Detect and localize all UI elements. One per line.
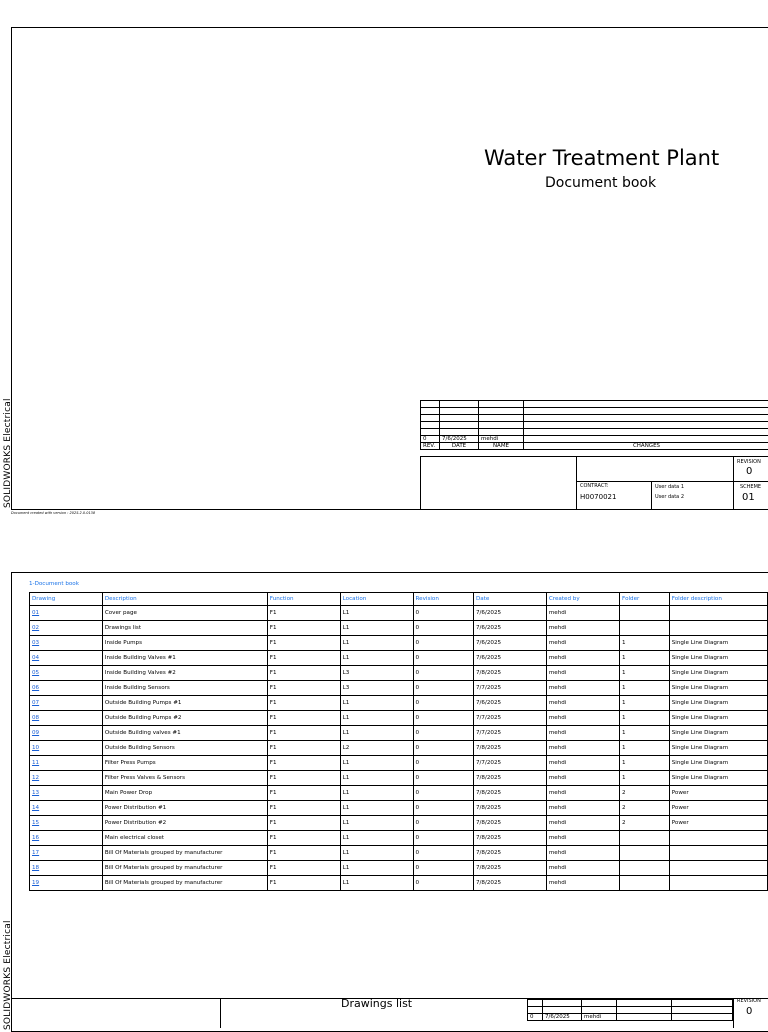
revision-divider [734, 481, 768, 482]
table-cell [620, 876, 670, 891]
table-cell: L1 [340, 711, 413, 726]
drawing-link[interactable]: 10 [30, 741, 103, 756]
table-cell [669, 876, 767, 891]
drawing-link[interactable]: 05 [30, 666, 103, 681]
table-cell: F1 [267, 726, 340, 741]
table-cell: 0 [413, 786, 473, 801]
drawing-link[interactable]: 06 [30, 681, 103, 696]
table-cell: F1 [267, 861, 340, 876]
table-cell: 7/6/2025 [473, 606, 546, 621]
table-cell: 0 [413, 831, 473, 846]
table-cell: L1 [340, 651, 413, 666]
table-cell: Inside Pumps [102, 636, 267, 651]
table-cell: L1 [340, 861, 413, 876]
table-cell: 1 [620, 741, 670, 756]
table-cell: Bill Of Materials grouped by manufacturer [102, 861, 267, 876]
drawing-link[interactable]: 09 [30, 726, 103, 741]
section-title: 1-Document book [29, 581, 79, 587]
table-row [30, 681, 768, 696]
table-cell: Single Line Diagram [669, 696, 767, 711]
table-cell: Cover page [102, 606, 267, 621]
table-cell [620, 831, 670, 846]
column-header: Revision [413, 593, 473, 606]
date-header: DATE [440, 443, 479, 450]
name-header: NAME [479, 443, 524, 450]
drawing-link[interactable]: 07 [30, 696, 103, 711]
table-cell: L1 [340, 801, 413, 816]
table-row [30, 861, 768, 876]
table-cell: Outside Building Pumps #1 [102, 696, 267, 711]
table-cell: F1 [267, 846, 340, 861]
table-cell: 0 [413, 756, 473, 771]
table-cell: Bill Of Materials grouped by manufacturer [102, 876, 267, 891]
changes-header: CHANGES [524, 443, 768, 450]
table-cell: L1 [340, 696, 413, 711]
drawing-link[interactable]: 01 [30, 606, 103, 621]
table-cell: 1 [620, 711, 670, 726]
table-row [30, 741, 768, 756]
drawing-link[interactable]: 08 [30, 711, 103, 726]
scheme-value: 01 [742, 492, 755, 503]
table-cell: 7/8/2025 [473, 771, 546, 786]
rev-header: REV. [421, 443, 440, 450]
table-cell: 1 [620, 726, 670, 741]
table-row [30, 606, 768, 621]
table-cell: mehdi [546, 786, 619, 801]
table-cell: Power [669, 816, 767, 831]
user-data-1: User data 1 [655, 484, 684, 490]
table-cell [669, 831, 767, 846]
table-cell: 7/8/2025 [473, 816, 546, 831]
table-cell: L1 [340, 756, 413, 771]
table-cell: mehdi [546, 831, 619, 846]
table-row [30, 876, 768, 891]
table-cell: L1 [340, 876, 413, 891]
table-row [30, 696, 768, 711]
rev-date: 7/6/2025 [440, 436, 479, 443]
table-cell: Outside Building Sensors [102, 741, 267, 756]
table-cell: L1 [340, 606, 413, 621]
contract-cell [576, 456, 734, 482]
table-cell: F1 [267, 696, 340, 711]
table-cell: F1 [267, 666, 340, 681]
table-cell: 7/8/2025 [473, 666, 546, 681]
table-cell: mehdi [546, 711, 619, 726]
table-cell: Power [669, 786, 767, 801]
table-cell: 0 [413, 621, 473, 636]
column-header: Date [473, 593, 546, 606]
table-cell: 7/7/2025 [473, 711, 546, 726]
rev-name: mehdi [479, 436, 524, 443]
contract-label: CONTRACT: [580, 483, 609, 489]
revision-block [420, 400, 768, 450]
contract-value: H0070021 [580, 493, 616, 501]
table-cell: 1 [620, 681, 670, 696]
table-cell: Single Line Diagram [669, 756, 767, 771]
table-row [30, 726, 768, 741]
table-cell: mehdi [546, 696, 619, 711]
table-cell: 0 [413, 636, 473, 651]
table-cell: Single Line Diagram [669, 651, 767, 666]
table-cell: mehdi [546, 726, 619, 741]
footer-revision-block [527, 999, 733, 1021]
column-header: Folder [620, 593, 670, 606]
cover-title: Water Treatment Plant [484, 146, 719, 170]
table-cell: 0 [413, 666, 473, 681]
table-cell: 0 [413, 846, 473, 861]
table-cell: 1 [620, 666, 670, 681]
table-cell: 0 [413, 681, 473, 696]
table-cell: 7/7/2025 [473, 681, 546, 696]
table-cell: mehdi [546, 876, 619, 891]
table-row [30, 666, 768, 681]
table-cell: 7/8/2025 [473, 861, 546, 876]
table-cell: F1 [267, 741, 340, 756]
table-cell: L1 [340, 726, 413, 741]
table-cell: 2 [620, 786, 670, 801]
table-cell: 0 [413, 711, 473, 726]
footer-title: Drawings list [341, 997, 412, 1010]
table-cell [669, 621, 767, 636]
table-cell: mehdi [546, 681, 619, 696]
table-row [30, 756, 768, 771]
table-cell: mehdi [546, 816, 619, 831]
scheme-label: SCHEME [740, 484, 761, 490]
footer-revision-value: 0 [746, 1006, 752, 1017]
table-cell: 0 [413, 771, 473, 786]
table-cell: mehdi [546, 651, 619, 666]
table-cell: F1 [267, 651, 340, 666]
table-cell: Outside Building Pumps #2 [102, 711, 267, 726]
table-cell: 7/6/2025 [473, 621, 546, 636]
drawing-link[interactable]: 04 [30, 651, 103, 666]
table-cell: mehdi [546, 666, 619, 681]
table-cell: L3 [340, 666, 413, 681]
table-cell: Inside Building Valves #2 [102, 666, 267, 681]
table-cell: Filter Press Pumps [102, 756, 267, 771]
table-cell: F1 [267, 831, 340, 846]
table-row [30, 636, 768, 651]
table-cell: L1 [340, 786, 413, 801]
table-cell [620, 861, 670, 876]
table-cell: 0 [413, 816, 473, 831]
footer-name: mehdi [582, 1014, 617, 1021]
table-cell: Outside Building valves #1 [102, 726, 267, 741]
table-cell: Single Line Diagram [669, 666, 767, 681]
table-cell: 0 [413, 696, 473, 711]
table-cell: Main electrical closet [102, 831, 267, 846]
table-cell: L1 [340, 636, 413, 651]
table-cell: L1 [340, 831, 413, 846]
table-cell: 1 [620, 771, 670, 786]
table-cell [669, 606, 767, 621]
table-cell: mehdi [546, 771, 619, 786]
table-cell: Power [669, 801, 767, 816]
table-cell [620, 606, 670, 621]
table-cell: Inside Building Valves #1 [102, 651, 267, 666]
table-cell: mehdi [546, 606, 619, 621]
table-cell: Power Distribution #2 [102, 816, 267, 831]
table-cell: Single Line Diagram [669, 741, 767, 756]
table-cell: Single Line Diagram [669, 636, 767, 651]
column-header: Created by [546, 593, 619, 606]
table-row [30, 816, 768, 831]
table-cell: Inside Building Sensors [102, 681, 267, 696]
table-cell: F1 [267, 771, 340, 786]
table-cell: Single Line Diagram [669, 771, 767, 786]
table-cell: 7/6/2025 [473, 651, 546, 666]
table-cell: F1 [267, 711, 340, 726]
table-cell: 7/7/2025 [473, 726, 546, 741]
drawing-link[interactable]: 16 [30, 831, 103, 846]
column-header: Folder description [669, 593, 767, 606]
table-cell: Single Line Diagram [669, 726, 767, 741]
user-data-divider [651, 481, 652, 510]
table-row [30, 846, 768, 861]
table-row [30, 786, 768, 801]
vertical-brand-label: SOLIDWORKS Electrical [3, 398, 13, 508]
table-cell: Filter Press Valves & Sensors [102, 771, 267, 786]
table-cell: 1 [620, 696, 670, 711]
table-cell: L2 [340, 741, 413, 756]
table-cell: F1 [267, 636, 340, 651]
table-cell: mehdi [546, 741, 619, 756]
table-cell: F1 [267, 786, 340, 801]
revision-value: 0 [746, 466, 752, 477]
table-cell: 1 [620, 636, 670, 651]
drawing-link[interactable]: 18 [30, 861, 103, 876]
column-header: Drawing [30, 593, 103, 606]
table-cell: F1 [267, 621, 340, 636]
table-cell: L1 [340, 816, 413, 831]
drawing-link[interactable]: 12 [30, 771, 103, 786]
table-cell: 7/6/2025 [473, 636, 546, 651]
drawings-table [29, 592, 768, 891]
table-cell: L3 [340, 681, 413, 696]
table-cell: L1 [340, 621, 413, 636]
column-header: Function [267, 593, 340, 606]
table-cell: 0 [413, 801, 473, 816]
table-cell [669, 861, 767, 876]
drawing-link[interactable]: 15 [30, 816, 103, 831]
table-header-row [30, 593, 768, 606]
table-cell: 7/6/2025 [473, 696, 546, 711]
table-cell: L1 [340, 771, 413, 786]
table-cell: 0 [413, 741, 473, 756]
drawing-link[interactable]: 03 [30, 636, 103, 651]
table-cell: mehdi [546, 801, 619, 816]
table-cell: 7/8/2025 [473, 801, 546, 816]
table-cell [620, 621, 670, 636]
rev-value: 0 [421, 436, 440, 443]
table-cell: F1 [267, 816, 340, 831]
column-header: Location [340, 593, 413, 606]
table-cell: 7/8/2025 [473, 786, 546, 801]
table-cell: F1 [267, 876, 340, 891]
table-cell: Bill Of Materials grouped by manufacturer [102, 846, 267, 861]
column-header: Description [102, 593, 267, 606]
drawing-link[interactable]: 11 [30, 756, 103, 771]
table-cell: F1 [267, 756, 340, 771]
table-cell: 7/8/2025 [473, 876, 546, 891]
revision-label: REVISION [737, 459, 761, 465]
table-cell: 7/8/2025 [473, 846, 546, 861]
footer-rev: 0 [528, 1014, 543, 1021]
table-cell: 2 [620, 816, 670, 831]
table-row [30, 831, 768, 846]
table-cell: F1 [267, 606, 340, 621]
table-cell: mehdi [546, 861, 619, 876]
table-cell: Single Line Diagram [669, 681, 767, 696]
table-cell: 7/8/2025 [473, 831, 546, 846]
table-row [30, 711, 768, 726]
table-cell: 0 [413, 651, 473, 666]
table-row [30, 801, 768, 816]
table-cell: 1 [620, 651, 670, 666]
table-cell: 7/7/2025 [473, 756, 546, 771]
drawing-link[interactable]: 19 [30, 876, 103, 891]
table-cell: F1 [267, 681, 340, 696]
user-data-2: User data 2 [655, 494, 684, 500]
table-cell: mehdi [546, 846, 619, 861]
table-cell: Main Power Drop [102, 786, 267, 801]
table-cell: Single Line Diagram [669, 711, 767, 726]
table-cell: 0 [413, 726, 473, 741]
table-cell: 0 [413, 861, 473, 876]
table-row [30, 651, 768, 666]
footer-date: 7/6/2025 [543, 1014, 582, 1021]
drawing-link[interactable]: 13 [30, 786, 103, 801]
footer-revision-label: REVISION [737, 998, 761, 1004]
drawing-link[interactable]: 17 [30, 846, 103, 861]
table-cell [669, 846, 767, 861]
table-cell: Drawings list [102, 621, 267, 636]
table-cell: L1 [340, 846, 413, 861]
table-cell: 0 [413, 876, 473, 891]
table-cell: Power Distribution #1 [102, 801, 267, 816]
table-cell [620, 846, 670, 861]
table-cell: F1 [267, 801, 340, 816]
drawing-link[interactable]: 14 [30, 801, 103, 816]
cover-subtitle: Document book [545, 175, 656, 191]
drawing-link[interactable]: 02 [30, 621, 103, 636]
table-cell: 7/8/2025 [473, 741, 546, 756]
table-row [30, 621, 768, 636]
table-cell: 0 [413, 606, 473, 621]
table-cell: mehdi [546, 621, 619, 636]
table-cell: 1 [620, 756, 670, 771]
version-footnote: Document created with version : 2025.2.0.0138 [11, 511, 95, 515]
vertical-brand-label-2: SOLIDWORKS Electrical [3, 920, 13, 1030]
table-cell: mehdi [546, 636, 619, 651]
table-row [30, 771, 768, 786]
table-cell: 2 [620, 801, 670, 816]
table-cell: mehdi [546, 756, 619, 771]
